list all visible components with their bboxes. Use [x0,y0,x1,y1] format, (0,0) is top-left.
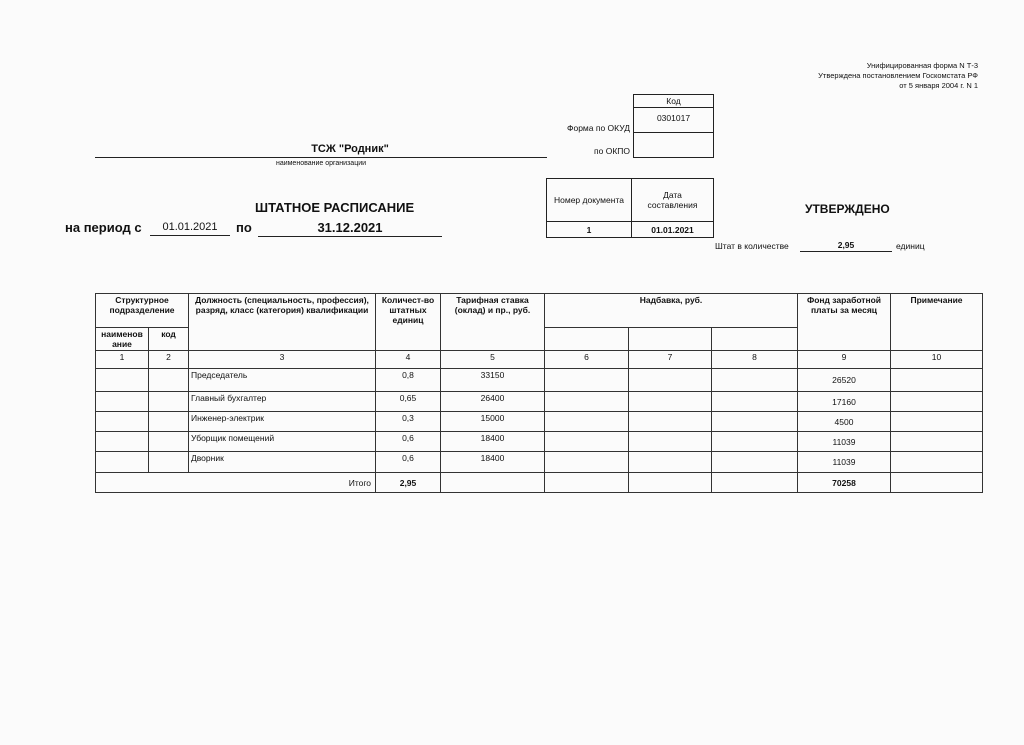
row-count: 0,3 [376,412,441,432]
row-position: Главный бухгалтер [189,392,376,412]
row-rate: 18400 [441,432,545,452]
row-rate: 15000 [441,412,545,432]
staff-underline [800,251,892,252]
row-count: 0,6 [376,432,441,452]
col-number: 8 [712,351,798,369]
table-row [96,452,983,473]
row-fund: 11039 [798,432,891,452]
row-position: Уборщик помещений [189,432,376,452]
header-rate: Тарифная ставка (оклад) и пр., руб. [441,294,545,351]
row-count: 0,65 [376,392,441,412]
col-number: 9 [798,351,891,369]
okud-value-cell: 0301017 [633,107,714,133]
table-row [96,412,983,432]
header-note: Примечание [891,294,983,351]
staff-unit: единиц [896,241,925,251]
header-allowance: Надбавка, руб. [545,294,798,328]
total-label: Итого [96,473,376,493]
document-title: ШТАТНОЕ РАСПИСАНИЕ [255,200,415,215]
col-number: 3 [189,351,376,369]
period-from: 01.01.2021 [162,221,218,233]
header-allowance-2 [629,328,712,351]
row-count: 0,8 [376,369,441,392]
total-row [96,473,983,493]
table-row [96,392,983,412]
col-number: 4 [376,351,441,369]
period-to: 31.12.2021 [317,220,383,235]
row-rate: 33150 [441,369,545,392]
period-to-line [258,236,442,237]
col-number: 10 [891,351,983,369]
col-number: 5 [441,351,545,369]
organization-underline [95,157,547,158]
form-header-line1: Унифицированная форма N Т-3 [866,61,978,70]
doc-number-value: 1 [546,221,632,238]
row-position: Председатель [189,369,376,392]
okpo-label: по ОКПО [594,146,630,156]
row-count: 0,6 [376,452,441,473]
header-code: код [149,328,189,351]
organization-caption: наименование организации [275,160,367,167]
staff-table [95,293,983,493]
header-count: Количест-во штатных единиц [376,294,441,351]
doc-date-header: Дата составления [631,178,714,222]
header-allowance-3 [712,328,798,351]
approval-title: УТВЕРЖДЕНО [805,202,890,216]
row-fund: 17160 [798,392,891,412]
col-number: 6 [545,351,629,369]
row-rate: 18400 [441,452,545,473]
form-header [818,61,978,91]
doc-number-header: Номер документа [546,178,632,222]
header-name: наименов ание [96,328,149,351]
period-to-label: по [236,220,252,235]
table-row [96,432,983,452]
staff-value: 2,95 [837,240,855,250]
staff-label: Штат в количестве [715,241,789,251]
form-header-line3: от 5 января 2004 г. N 1 [899,81,978,90]
organization-name: ТСЖ "Родник" [311,143,389,155]
okud-label: Форма по ОКУД [567,123,630,133]
row-fund: 11039 [798,452,891,473]
total-count: 2,95 [376,473,441,493]
doc-date-value: 01.01.2021 [631,221,714,238]
period-from-line [150,235,230,236]
total-fund: 70258 [798,473,891,493]
header-struct: Структурное подразделение [96,294,189,328]
row-fund: 4500 [798,412,891,432]
header-allowance-1 [545,328,629,351]
okpo-value-cell [633,132,714,158]
header-fund: Фонд заработной платы за месяц [798,294,891,351]
col-number: 2 [149,351,189,369]
header-position: Должность (специальность, профессия), разряд, класс (категория) квалификации [189,294,376,351]
row-position: Дворник [189,452,376,473]
row-position: Инженер-электрик [189,412,376,432]
form-header-line2: Утверждена постановлением Госкомстата РФ [818,71,978,80]
period-label: на период с [65,220,142,235]
row-rate: 26400 [441,392,545,412]
row-fund: 26520 [798,369,891,392]
table-row [96,369,983,392]
col-number: 7 [629,351,712,369]
col-number: 1 [96,351,149,369]
kod-header-cell: Код [633,94,714,108]
column-numbers-row [96,351,983,369]
